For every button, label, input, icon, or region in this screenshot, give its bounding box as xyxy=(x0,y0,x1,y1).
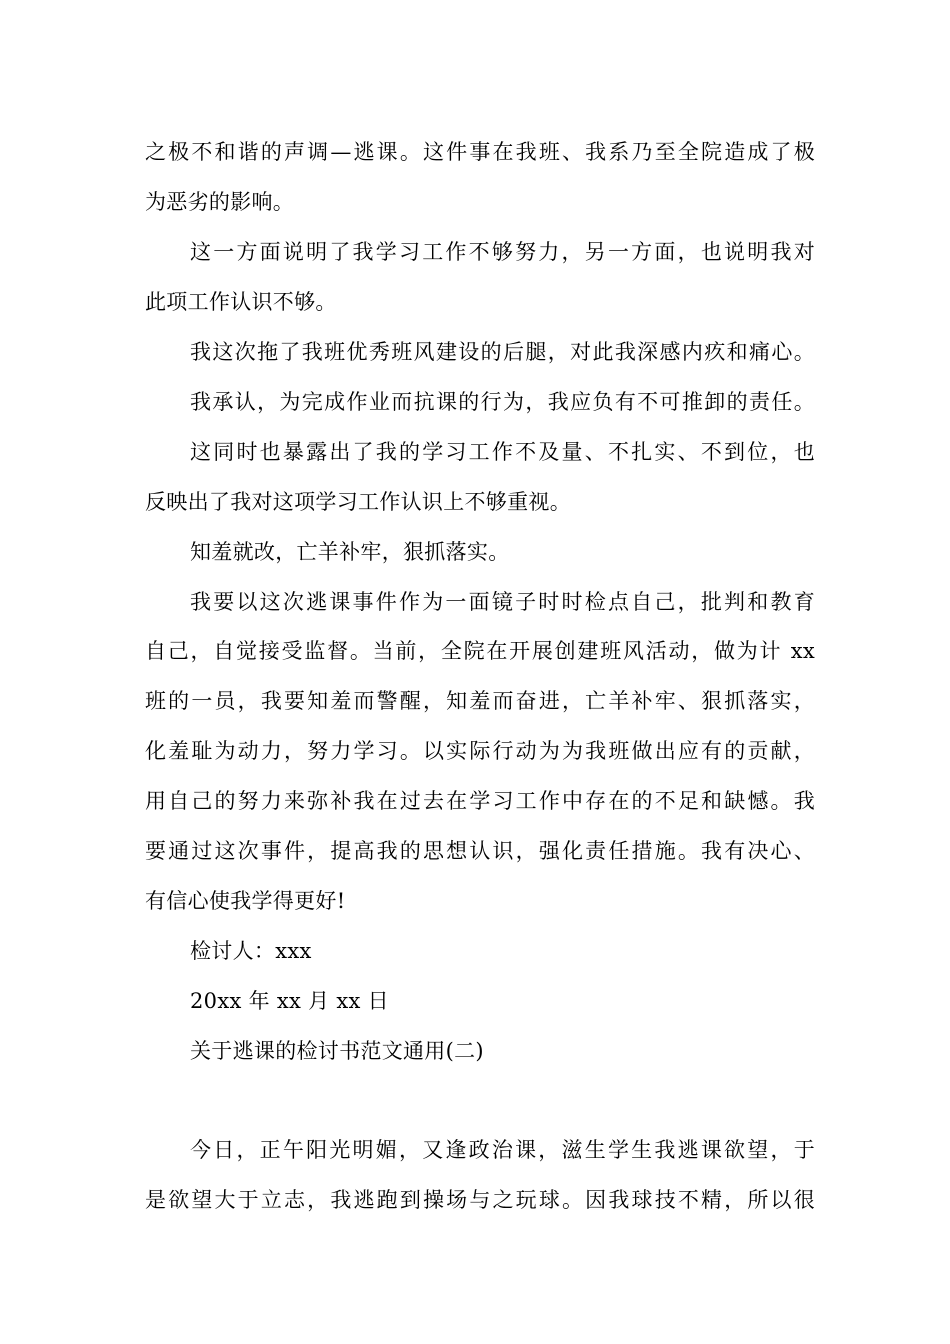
text-line: 自己，自觉接受监督。当前，全院在开展创建班风活动，做为计 xx xyxy=(145,639,815,663)
text-line: 我承认，为完成作业而抗课的行为，我应负有不可推卸的责任。 xyxy=(190,390,815,414)
text-line: 有信心使我学得更好! xyxy=(145,889,346,913)
text-line: 我要以这次逃课事件作为一面镜子时时检点自己，批判和教育 xyxy=(190,590,815,614)
text-line: 今日，正午阳光明媚，又逢政治课，滋生学生我逃课欲望，于 xyxy=(190,1138,815,1162)
text-line: 这同时也暴露出了我的学习工作不及量、不扎实、不到位，也 xyxy=(190,440,815,464)
text-line: 班的一员，我要知羞而警醒，知羞而奋进，亡羊补牢、狠抓落实， xyxy=(145,689,815,713)
text-line: 为恶劣的影响。 xyxy=(145,190,295,214)
text-line: 反映出了我对这项学习工作认识上不够重视。 xyxy=(145,490,571,514)
text-line: 之极不和谐的声调—逃课。这件事在我班、我系乃至全院造成了极 xyxy=(145,140,815,164)
date-line: 20xx 年 xx 月 xx 日 xyxy=(190,989,389,1013)
text-line: 我这次拖了我班优秀班风建设的后腿，对此我深感内疚和痛心。 xyxy=(190,340,815,364)
text-line: 是欲望大于立志，我逃跑到操场与之玩球。因我球技不精，所以很 xyxy=(145,1188,815,1212)
text-line: 用自己的努力来弥补我在过去在学习工作中存在的不足和缺憾。我 xyxy=(145,789,815,813)
signature-line: 检讨人：xxx xyxy=(190,939,312,963)
text-line: 要通过这次事件，提高我的思想认识，强化责任措施。我有决心、 xyxy=(145,839,815,863)
text-line: 知羞就改，亡羊补牢，狠抓落实。 xyxy=(190,540,510,564)
text-line: 化羞耻为动力，努力学习。以实际行动为为我班做出应有的贡献， xyxy=(145,739,815,763)
text-line: 此项工作认识不够。 xyxy=(145,290,337,314)
section-title: 关于逃课的检讨书范文通用(二) xyxy=(190,1039,484,1063)
text-line: 这一方面说明了我学习工作不够努力，另一方面，也说明我对 xyxy=(190,240,815,264)
